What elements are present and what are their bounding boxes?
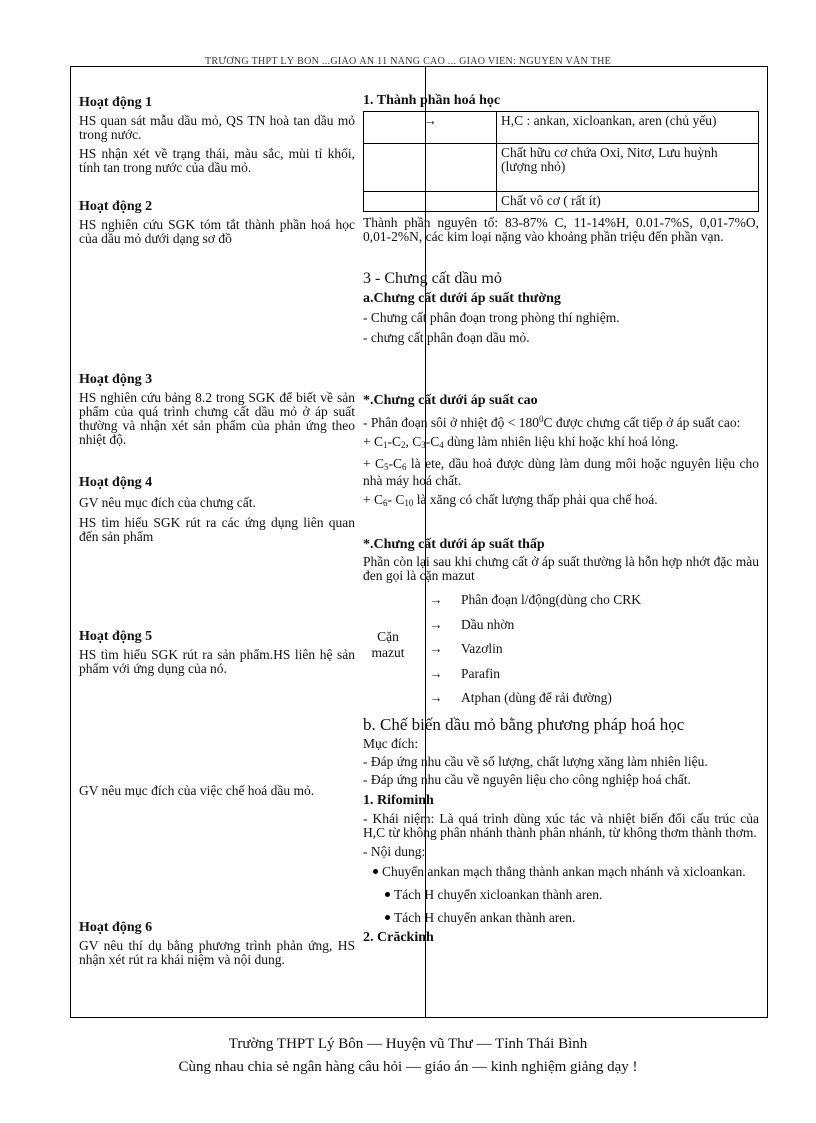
activity-5 bbox=[79, 629, 355, 676]
reforming-title: 1. Rifominh bbox=[363, 793, 434, 808]
composition-empty-cell bbox=[364, 144, 497, 192]
activity-4-text-2: HS tìm hiểu SGK rút ra các ứng dụng liên quan đến sản phẩm bbox=[79, 515, 355, 544]
low-pressure-text: Phần còn lại sau khi chưng cất ở áp suất thường là hỗn hợp nhớt đặc màu đen gọi là cặn mazut bbox=[363, 554, 759, 583]
purpose-label: Mục đích: bbox=[363, 736, 419, 751]
composition-row-2: Chất hữu cơ chứa Oxi, Nitơ, Lưu huỳnh (lượng nhỏ) bbox=[497, 144, 759, 192]
reforming-content-label: - Nội dung: bbox=[363, 844, 426, 859]
chemical-processing bbox=[363, 715, 759, 946]
section-distillation bbox=[363, 270, 759, 345]
high-pressure-line-2: + $C_1-C_2$, $C_3-C_4$ dùng làm nhiên liệu khí hoặc khí hoá lỏng. bbox=[363, 434, 679, 450]
activity-3-text: HS nghiên cứu bảng 8.2 trong SGK để biết về sản phẩm của quá trình chưng cất dầu mỏ ở áp suất thường và nhận xét sản phẩm của phản ứng theo nhiệt độ. bbox=[79, 390, 355, 447]
low-pressure-title: *.Chưng cất dưới áp suất thấp bbox=[363, 537, 545, 552]
footer-slogan: Cùng nhau chia sẻ ngân hàng câu hỏi — giáo án — kinh nghiệm giảng dạy ! bbox=[178, 1059, 638, 1075]
section-1-title: 1. Thành phần hoá học bbox=[363, 93, 501, 108]
activity-5-text: HS tìm hiểu SGK rút ra sản phẩm.HS liên hệ sản phẩm với ứng dụng của nó. bbox=[79, 647, 355, 676]
teacher-note-text: GV nêu mục đích của việc chế hoá dầu mỏ. bbox=[79, 783, 315, 798]
purpose-1: - Đáp ứng nhu cầu về số lượng, chất lượng xăng làm nhiên liệu. bbox=[363, 754, 708, 769]
normal-pressure-line-1: - Chưng cất phân đoạn trong phòng thí nghiệm. bbox=[363, 310, 620, 325]
activity-4-text-1: GV nêu mục đích của chưng cất. bbox=[79, 495, 256, 510]
activity-6-text: GV nêu thí dụ bằng phương trình phản ứng, HS nhận xét rút ra khái niệm và nội dung. bbox=[79, 938, 355, 967]
activity-1-text-1: HS quan sát mẫu dầu mỏ, QS TN hoà tan dầu mỏ trong nước. bbox=[79, 113, 355, 142]
activity-1-text-2: HS nhận xét về trạng thái, màu sắc, mùi tỉ khối, tính tan trong nước của dầu mỏ. bbox=[79, 146, 355, 175]
activity-4-title: Hoạt động 4 bbox=[79, 475, 153, 490]
footer-school: Trường THPT Lý Bôn — Huyện vũ Thư — Tỉnh Thái Bình bbox=[228, 1036, 588, 1052]
mazut-product-2: → Dầu nhờn bbox=[429, 617, 515, 632]
activity-2-text: HS nghiên cứu SGK tóm tắt thành phần hoá học của dầu mỏ dưới dạng sơ đồ bbox=[79, 217, 355, 246]
activity-2 bbox=[79, 199, 355, 246]
normal-pressure-line-2: - chưng cất phân đoạn dầu mỏ. bbox=[363, 330, 530, 345]
mazut-product-3: → Vazơlin bbox=[429, 641, 503, 656]
page-header: TRƯỜNG THPT LÝ BÔN ...GIÁO ÁN 11 NÂNG CAO ... GIÁO VIÊN: NGUYỄN VĂN THẾ bbox=[204, 56, 612, 65]
section-3-title: 3 - Chưng cất dầu mỏ bbox=[363, 270, 502, 287]
mazut-product-1: → Phân đoạn l/động(dùng cho CRK bbox=[429, 592, 641, 607]
teacher-note bbox=[79, 784, 355, 798]
normal-pressure-title: a.Chưng cất dưới áp suất thường bbox=[363, 291, 561, 306]
activity-1 bbox=[79, 95, 355, 175]
composition-empty-cell-2 bbox=[364, 192, 497, 212]
mazut-product-5: → Atphan (dùng để rải đường) bbox=[429, 690, 612, 705]
composition-row-1: H,C : ankan, xicloankan, aren (chủ yếu) bbox=[497, 112, 759, 144]
high-pressure-title: *.Chưng cất dưới áp suất cao bbox=[363, 393, 538, 408]
activity-6 bbox=[79, 920, 355, 967]
bullet-icon bbox=[385, 915, 390, 920]
section-b-title: b. Chế biến dầu mỏ bằng phương pháp hoá học bbox=[363, 715, 685, 734]
bullet-icon bbox=[385, 892, 390, 897]
high-pressure-line-1: - Phân đoạn sôi ở nhiệt độ < $180^0C$ được chưng cất tiếp ở áp suất cao: bbox=[363, 414, 741, 430]
reforming-definition: - Khái niệm: Là quá trình dùng xúc tác và nhiệt biến đổi cấu trúc của H,C từ không phân nhánh thành phân nhánh, từ không thơm thành thơm. bbox=[363, 811, 759, 840]
high-pressure bbox=[363, 393, 759, 510]
section-composition bbox=[363, 93, 759, 244]
reforming-bullet-3: Tách H chuyển ankan thành aren. bbox=[363, 911, 759, 925]
mazut-product-4: → Parafin bbox=[429, 666, 500, 681]
mazut-label: Cặn mazut bbox=[371, 629, 405, 660]
purpose-2: - Đáp ứng nhu cầu về nguyên liệu cho công nghiệp hoá chất. bbox=[363, 772, 691, 787]
activity-1-title: Hoạt động 1 bbox=[79, 95, 153, 110]
activity-6-title: Hoạt động 6 bbox=[79, 920, 153, 935]
element-composition: Thành phần nguyên tố: 83-87% C, 11-14%H, 0.01-7%S, 0,01-7%O, 0,01-2%N, các kim loại nặng vào khoảng phần triệu đến phần vạn. bbox=[363, 215, 759, 244]
reforming-bullet-1: Chuyển ankan mạch thẳng thành ankan mạch nhánh và xicloankan. bbox=[363, 865, 759, 879]
reforming-bullet-2: Tách H chuyển xicloankan thành aren. bbox=[363, 888, 759, 902]
activity-3 bbox=[79, 372, 355, 447]
activity-2-title: Hoạt động 2 bbox=[79, 199, 153, 214]
activity-4 bbox=[79, 475, 355, 544]
cracking-title: 2. Crăckinh bbox=[363, 930, 434, 945]
activity-5-title: Hoạt động 5 bbox=[79, 629, 153, 644]
composition-table bbox=[363, 111, 759, 212]
high-pressure-line-3: + $C_5-C_6$ là ete, dầu hoả được dùng làm dung môi hoặc nguyên liệu cho nhà máy hoá chất. bbox=[363, 456, 759, 488]
high-pressure-line-4: + $C_6-$ $C_{10}$ là xăng có chất lượng thấp phải qua chế hoá. bbox=[363, 492, 658, 508]
lesson-table bbox=[70, 66, 768, 1018]
composition-row-3: Chất vô cơ ( rất ít) bbox=[497, 192, 759, 212]
composition-arrow: → bbox=[364, 112, 497, 144]
activity-3-title: Hoạt động 3 bbox=[79, 372, 153, 387]
low-pressure bbox=[363, 537, 759, 583]
bullet-icon bbox=[373, 869, 378, 874]
